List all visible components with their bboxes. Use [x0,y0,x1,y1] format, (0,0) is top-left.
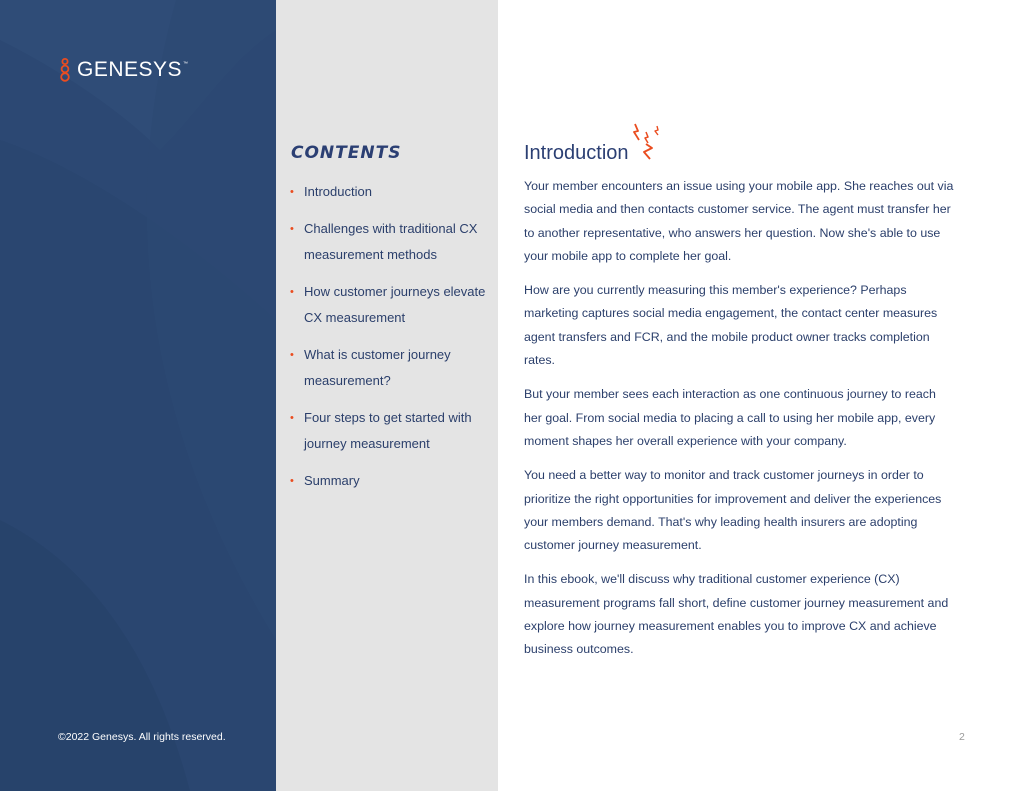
toc-item-summary[interactable] [290,468,490,494]
logo-wordmark: GENESYS [77,58,183,81]
paragraph: In this ebook, we'll discuss why traditional customer experience (CX) measurement programs fall short, define customer journey measurement and explore how journey measurement enables you to improve CX and achieve business outcomes. [524,572,949,657]
lightning-sparks-icon [632,122,664,162]
toc-item-label: Summary [304,473,360,488]
paragraph: How are you currently measuring this member's experience? Perhaps marketing captures social media engagement, the contact center measures agent transfers and FCR, and the mobile product owner tracks completion rates. [524,283,938,368]
body-text [524,175,954,673]
toc-item-customer-journeys[interactable] [290,279,490,331]
toc-item-label: Introduction [304,184,372,199]
genesys-logo-mark-icon [58,58,72,82]
brand-panel [0,0,276,791]
contents-heading: CONTENTS [291,143,402,163]
background-swirl-graphic [0,0,276,791]
toc-item-label: What is customer journey measurement? [304,347,451,388]
bullet-dot-icon: • [290,349,294,361]
contents-panel [276,0,498,791]
toc-item-what-is-measurement[interactable] [290,342,490,394]
bullet-dot-icon: • [290,412,294,424]
paragraph: But your member sees each interaction as one continuous journey to reach her goal. From social media to placing a call to using her mobile app, every moment shapes her overall experience with your company. [524,387,936,448]
page-number: 2 [959,731,965,743]
logo-trademark: ™ [183,61,189,67]
bullet-dot-icon: • [290,475,294,487]
toc-item-label: How customer journeys elevate CX measurement [304,284,486,325]
toc-item-challenges[interactable] [290,216,490,268]
toc-item-label: Challenges with traditional CX measurement methods [304,221,478,262]
bullet-dot-icon: • [290,286,294,298]
toc-item-four-steps[interactable] [290,405,490,457]
toc-item-label: Four steps to get started with journey measurement [304,410,472,451]
table-of-contents [290,179,490,505]
bullet-dot-icon: • [290,223,294,235]
section-title: Introduction [524,142,629,164]
toc-item-introduction[interactable] [290,179,490,205]
genesys-logo [58,58,188,82]
bullet-dot-icon: • [290,186,294,198]
section-title-group [524,140,629,166]
paragraph: You need a better way to monitor and track customer journeys in order to prioritize the right opportunities for improvement and deliver the experiences your members demand. That's why leading health insurers are adopting customer journey measurement. [524,468,942,553]
copyright-notice: ©2022 Genesys. All rights reserved. [58,731,226,743]
paragraph: Your member encounters an issue using your mobile app. She reaches out via social media and then contacts customer service. The agent must transfer her to another representative, who answers her question. Now she's able to use your mobile app to complete her goal. [524,179,954,263]
